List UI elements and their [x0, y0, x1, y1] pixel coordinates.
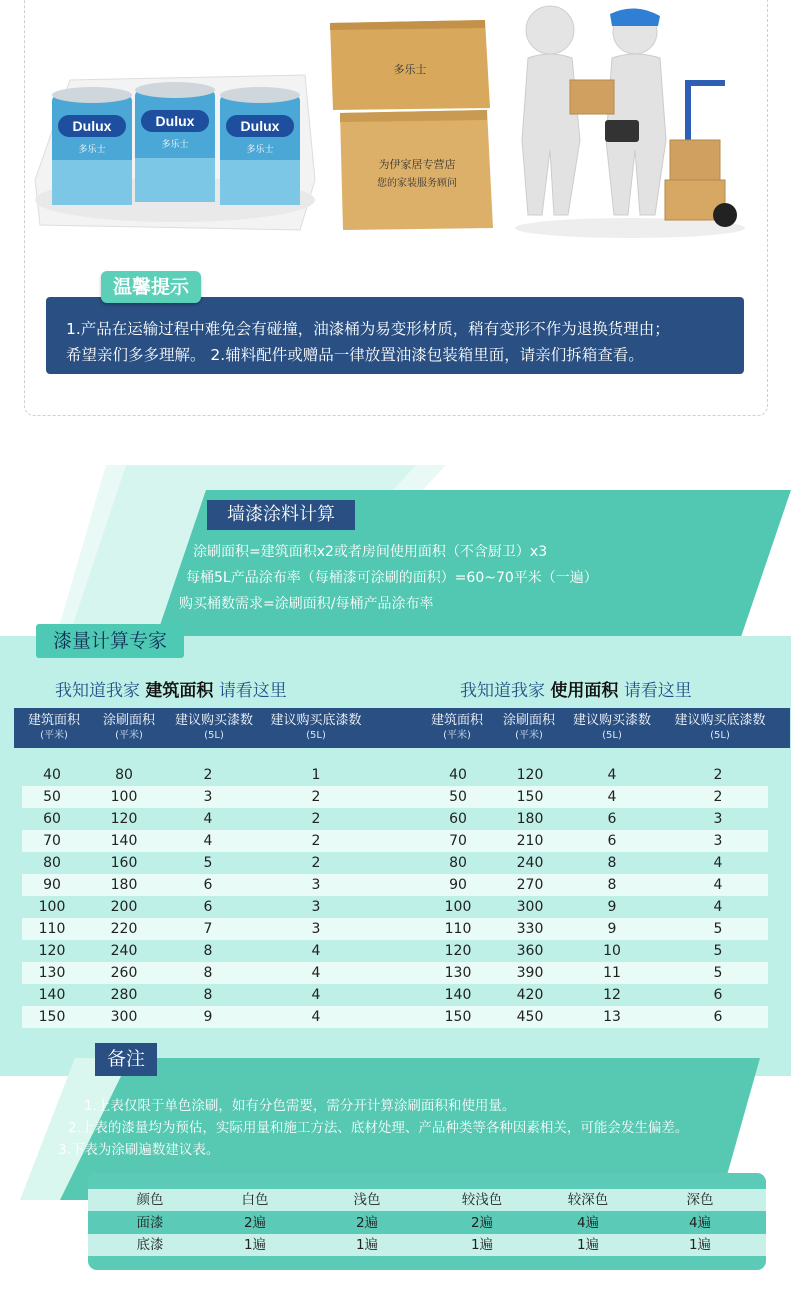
- left-table-cell: 4: [311, 1009, 321, 1025]
- right-table-cell: 150: [516, 789, 544, 805]
- box-text-service: 您的家装服务顾问: [377, 178, 457, 189]
- right-table-cell: 13: [603, 1009, 621, 1025]
- right-table-cell: 6: [713, 987, 723, 1003]
- warm-tips-line-2: 希望亲们多多理解。 2.辅料配件或赠品一律放置油漆包装箱里面，请亲们拆箱查看。: [66, 346, 644, 364]
- left-table-cell: 130: [38, 965, 66, 981]
- left-table-cell: 7: [203, 921, 213, 937]
- right-table-cell: 5: [713, 965, 723, 981]
- coat-row: [88, 1212, 766, 1234]
- right-table-cell: 110: [444, 921, 472, 937]
- table-row: [22, 786, 768, 808]
- right-table-cell: 9: [607, 899, 617, 915]
- left-table-heading: [55, 676, 287, 701]
- right-table-cell: 5: [713, 943, 723, 959]
- left-table-cell: 180: [110, 877, 138, 893]
- left-table-cell: 6: [203, 899, 213, 915]
- left-table-cell: 90: [43, 877, 61, 893]
- right-table-cell: 120: [444, 943, 472, 959]
- left-table-cell: 8: [203, 943, 213, 959]
- coat-cell: 1遍: [355, 1237, 379, 1253]
- coat-cell: 4遍: [688, 1215, 712, 1231]
- right-table-cell: 70: [449, 833, 467, 849]
- left-table-cell: 100: [38, 899, 66, 915]
- left-table-cell: 140: [38, 987, 66, 1003]
- left-table-cell: 220: [110, 921, 138, 937]
- right-table-cell: 60: [449, 811, 467, 827]
- coat-cell: 2遍: [355, 1215, 379, 1231]
- right-table-cell: 150: [444, 1009, 472, 1025]
- left-table-cell: 100: [110, 789, 138, 805]
- right-table-cell: 6: [607, 811, 617, 827]
- coat-cell: 浅色: [353, 1192, 381, 1208]
- coat-cell: 白色: [241, 1192, 269, 1208]
- calc-formula-2: 每桶5L产品涂布率（每桶漆可涂刷的面积）=60~70平米（一遍）: [186, 570, 598, 586]
- left-table-cell: 120: [110, 811, 138, 827]
- left-table-cell: 1: [311, 767, 321, 783]
- table-row: [22, 874, 768, 896]
- left-table-cell: 3: [311, 899, 321, 915]
- right-heading-pre: 我知道我家: [460, 681, 545, 701]
- right-table-cell: 270: [516, 877, 544, 893]
- left-table-cell: 70: [43, 833, 61, 849]
- coat-cell: 较浅色: [461, 1192, 503, 1208]
- right-table-cell: 360: [516, 943, 544, 959]
- left-table-cell: 3: [311, 921, 321, 937]
- paint-can-brand-cn: 多乐士: [78, 145, 106, 155]
- right-header-col-3: 建议购买漆数 (5L): [572, 713, 651, 741]
- right-heading-post: 请看这里: [623, 681, 692, 701]
- warm-tips-tab: 温馨提示: [101, 271, 201, 303]
- note-line-1: 1.上表仅限于单色涂刷，如有分色需要，需分开计算涂刷面积和使用量。: [84, 1098, 516, 1114]
- left-table-cell: 140: [110, 833, 138, 849]
- right-table-cell: 8: [607, 855, 617, 871]
- left-table-cell: 4: [311, 965, 321, 981]
- box-brand: 多乐士: [393, 63, 427, 76]
- left-table-cell: 2: [311, 811, 321, 827]
- left-table-cell: 2: [311, 833, 321, 849]
- left-table-cell: 2: [311, 789, 321, 805]
- paint-can: [135, 82, 215, 202]
- table-row: [22, 962, 768, 984]
- table-row: [22, 940, 768, 962]
- left-header-col-4: 建议购买底漆数 (5L): [270, 713, 362, 741]
- left-heading-bold: 建筑面积: [145, 681, 214, 701]
- coat-cell: 面漆: [136, 1215, 164, 1231]
- paint-can-brand: Dulux: [155, 113, 195, 129]
- left-table-cell: 300: [110, 1009, 138, 1025]
- right-table-cell: 300: [516, 899, 544, 915]
- coat-row: [88, 1189, 766, 1211]
- left-header-col-1: 建筑面积 (平米): [27, 713, 80, 741]
- calc-formula-3: 购买桶数需求=涂刷面积/每桶产品涂布率: [179, 596, 434, 612]
- table-row: [22, 984, 768, 1006]
- paint-can-brand-cn: 多乐士: [246, 145, 274, 155]
- left-table-cell: 200: [110, 899, 138, 915]
- right-table-cell: 4: [713, 899, 723, 915]
- right-table-cell: 420: [516, 987, 544, 1003]
- calc-title: 墙漆涂料计算: [207, 500, 355, 530]
- left-table-cell: 40: [43, 767, 61, 783]
- coat-count-table: [88, 1173, 766, 1270]
- right-table-cell: 5: [713, 921, 723, 937]
- coat-cell: 1遍: [243, 1237, 267, 1253]
- coat-cell: 2遍: [470, 1215, 494, 1231]
- right-table-cell: 90: [449, 877, 467, 893]
- right-table-cell: 4: [607, 789, 617, 805]
- left-heading-pre: 我知道我家: [55, 681, 140, 701]
- left-table-cell: 9: [203, 1009, 213, 1025]
- right-header-col-1: 建筑面积 (平米): [430, 713, 483, 741]
- coat-row: [88, 1234, 766, 1256]
- note-line-2: 2.上表的漆量均为预估，实际用量和施工方法、底材处理、产品种类等各种因素相关，可能会发生偏差。: [68, 1120, 689, 1136]
- paint-can: [52, 87, 132, 205]
- right-table-cell: 2: [713, 789, 723, 805]
- coat-cell: 4遍: [576, 1215, 600, 1231]
- right-table-cell: 10: [603, 943, 621, 959]
- right-table-cell: 3: [713, 833, 723, 849]
- note-line-3: 3.下表为涂刷遍数建议表。: [58, 1142, 220, 1158]
- right-table-cell: 240: [516, 855, 544, 871]
- right-table-cell: 120: [516, 767, 544, 783]
- right-table-cell: 4: [713, 877, 723, 893]
- coat-cell: 颜色: [136, 1192, 164, 1208]
- table-row: [22, 852, 768, 874]
- table-row: [22, 918, 768, 940]
- left-table-cell: 240: [110, 943, 138, 959]
- table-row: [22, 764, 768, 786]
- right-header-col-4: 建议购买底漆数 (5L): [674, 713, 766, 741]
- left-table-cell: 260: [110, 965, 138, 981]
- paint-can-brand: Dulux: [72, 118, 112, 134]
- right-table-cell: 12: [603, 987, 621, 1003]
- left-table-cell: 8: [203, 965, 213, 981]
- left-table-cell: 160: [110, 855, 138, 871]
- right-table-cell: 140: [444, 987, 472, 1003]
- notes-title: 备注: [95, 1043, 157, 1076]
- left-table-cell: 150: [38, 1009, 66, 1025]
- paint-can-brand-cn: 多乐士: [161, 140, 189, 150]
- left-table-cell: 80: [43, 855, 61, 871]
- coat-cell: 1遍: [470, 1237, 494, 1253]
- left-table-cell: 80: [115, 767, 133, 783]
- courier-illustration: [510, 0, 765, 240]
- right-table-cell: 8: [607, 877, 617, 893]
- right-table-cell: 11: [603, 965, 621, 981]
- left-table-cell: 4: [311, 943, 321, 959]
- paint-can-brand: Dulux: [240, 118, 280, 134]
- right-table-cell: 80: [449, 855, 467, 871]
- left-table-cell: 120: [38, 943, 66, 959]
- left-header-col-3: 建议购买漆数 (5L): [174, 713, 253, 741]
- right-heading-bold: 使用面积: [550, 681, 619, 701]
- left-table-cell: 2: [203, 767, 213, 783]
- right-table-cell: 130: [444, 965, 472, 981]
- right-table-cell: 9: [607, 921, 617, 937]
- table-row: [22, 830, 768, 852]
- left-table-cell: 6: [203, 877, 213, 893]
- right-table-cell: 390: [516, 965, 544, 981]
- left-table-cell: 110: [38, 921, 66, 937]
- right-table-cell: 210: [516, 833, 544, 849]
- coat-cell: 2遍: [243, 1215, 267, 1231]
- right-table-cell: 4: [713, 855, 723, 871]
- right-table-cell: 2: [713, 767, 723, 783]
- table-row: [22, 896, 768, 918]
- right-table-cell: 180: [516, 811, 544, 827]
- right-table-cell: 3: [713, 811, 723, 827]
- box-text-store: 为伊家居专营店: [378, 158, 456, 171]
- left-table-cell: 4: [203, 811, 213, 827]
- left-table-cell: 4: [311, 987, 321, 1003]
- left-table-cell: 2: [311, 855, 321, 871]
- left-table-cell: 3: [311, 877, 321, 893]
- paint-cans-photo: [30, 60, 320, 240]
- table-row: [22, 808, 768, 830]
- coat-cell: 深色: [686, 1192, 714, 1208]
- coat-cell: 底漆: [136, 1237, 164, 1253]
- right-table-cell: 330: [516, 921, 544, 937]
- right-table-cell: 40: [449, 767, 467, 783]
- left-heading-post: 请看这里: [218, 681, 287, 701]
- left-table-cell: 3: [203, 789, 213, 805]
- warm-tips-line-1: 1.产品在运输过程中难免会有碰撞，油漆桶为易变形材质，稍有变形不作为退换货理由；: [66, 320, 670, 338]
- expert-title: 漆量计算专家: [36, 624, 184, 658]
- calc-formula-1: 涂刷面积=建筑面积x2或者房间使用面积（不含厨卫）x3: [193, 544, 548, 560]
- right-table-cell: 6: [713, 1009, 723, 1025]
- left-table-cell: 5: [203, 855, 213, 871]
- right-table-cell: 50: [449, 789, 467, 805]
- paint-can: [220, 87, 300, 205]
- right-table-cell: 100: [444, 899, 472, 915]
- right-table-cell: 4: [607, 767, 617, 783]
- left-table-cell: 60: [43, 811, 61, 827]
- left-table-cell: 8: [203, 987, 213, 1003]
- coat-cell: 1遍: [576, 1237, 600, 1253]
- left-table-cell: 4: [203, 833, 213, 849]
- warm-tips-box: [46, 297, 744, 374]
- coat-cell: 1遍: [688, 1237, 712, 1253]
- left-table-cell: 280: [110, 987, 138, 1003]
- right-header-col-2: 涂刷面积 (平米): [502, 713, 555, 741]
- right-table-cell: 6: [607, 833, 617, 849]
- right-table-cell: 450: [516, 1009, 544, 1025]
- shipping-boxes-photo: [325, 18, 495, 233]
- left-table-cell: 50: [43, 789, 61, 805]
- table-row: [22, 1006, 768, 1028]
- left-header-col-2: 涂刷面积 (平米): [102, 713, 155, 741]
- coat-cell: 较深色: [567, 1192, 609, 1208]
- table-header-bar: [14, 708, 790, 748]
- right-table-heading: [460, 676, 692, 701]
